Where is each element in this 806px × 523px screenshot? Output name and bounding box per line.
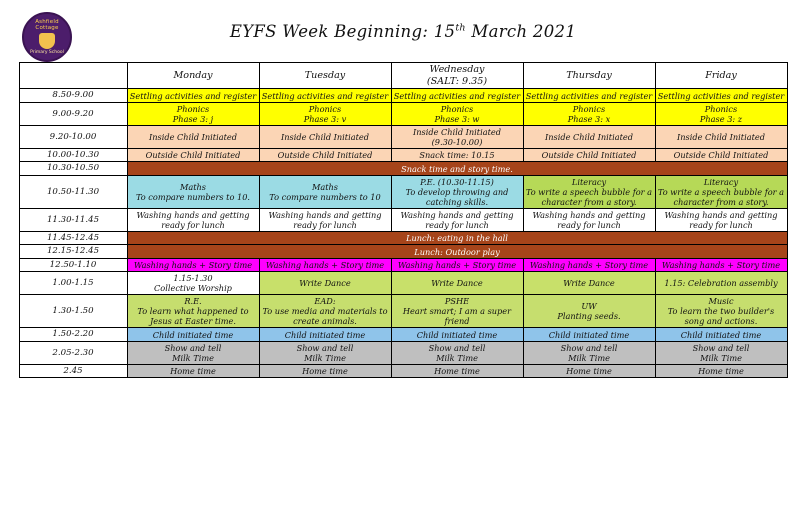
logo-bottom-text: Primary School	[30, 49, 64, 55]
activity-cell: Maths To compare numbers to 10.	[127, 175, 259, 208]
activity-cell: Home time	[127, 364, 259, 377]
activity-cell: Washing hands and getting ready for lunch	[391, 208, 523, 231]
activity-cell: Settling activities and register	[127, 89, 259, 102]
page-title-rest: March 2021	[465, 22, 577, 41]
activity-cell: R.E. To learn what happened to Jesus at Easter time.	[127, 295, 259, 328]
activity-cell: Inside Child Initiated	[259, 125, 391, 148]
activity-cell: Show and tell Milk Time	[523, 341, 655, 364]
activity-cell: Write Dance	[391, 272, 523, 295]
day-header-row	[19, 63, 787, 89]
header-corner-cell	[19, 63, 127, 89]
activity-cell: Literacy To write a speech bubble for a character from a story.	[523, 175, 655, 208]
school-crest-logo	[22, 12, 72, 62]
table-row	[19, 89, 787, 102]
activity-cell: Washing hands + Story time	[259, 258, 391, 271]
activity-cell: Home time	[259, 364, 391, 377]
activity-cell: Inside Child Initiated	[655, 125, 787, 148]
activity-cell: Settling activities and register	[655, 89, 787, 102]
activity-cell: Show and tell Milk Time	[127, 341, 259, 364]
activity-cell: Home time	[523, 364, 655, 377]
activity-cell: Phonics Phase 3: j	[127, 102, 259, 125]
activity-cell: Literacy To write a speech bubble for a character from a story.	[655, 175, 787, 208]
timetable-body	[19, 89, 787, 378]
activity-cell: Inside Child Initiated	[127, 125, 259, 148]
day-header-thursday: Thursday	[523, 63, 655, 89]
time-slot-cell: 1.00-1.15	[19, 272, 127, 295]
full-width-activity-cell: Lunch: eating in the hall	[127, 231, 787, 244]
time-slot-cell: 9.20-10.00	[19, 125, 127, 148]
activity-cell: Settling activities and register	[391, 89, 523, 102]
table-row	[19, 231, 787, 244]
day-header-wednesday: Wednesday (SALT: 9.35)	[391, 63, 523, 89]
day-header-tuesday: Tuesday	[259, 63, 391, 89]
time-slot-cell: 10.30-10.50	[19, 162, 127, 175]
time-slot-cell: 2.05-2.30	[19, 341, 127, 364]
activity-cell: Inside Child Initiated (9.30-10.00)	[391, 125, 523, 148]
activity-cell: Washing hands + Story time	[127, 258, 259, 271]
activity-cell: P.E. (10.30-11.15) To develop throwing and catching skills.	[391, 175, 523, 208]
activity-cell: 1.15-1.30 Collective Worship	[127, 272, 259, 295]
day-header-friday: Friday	[655, 63, 787, 89]
full-width-activity-cell: Snack time and story time.	[127, 162, 787, 175]
time-slot-cell: 1.30-1.50	[19, 295, 127, 328]
time-slot-cell: 12.50-1.10	[19, 258, 127, 271]
activity-cell: UW Planting seeds.	[523, 295, 655, 328]
activity-cell: Phonics Phase 3: x	[523, 102, 655, 125]
activity-cell: Washing hands + Story time	[655, 258, 787, 271]
activity-cell: Child initiated time	[655, 328, 787, 341]
page-header	[0, 0, 806, 62]
activity-cell: Show and tell Milk Time	[391, 341, 523, 364]
activity-cell: Phonics Phase 3: v	[259, 102, 391, 125]
weekly-timetable	[19, 62, 788, 378]
activity-cell: Outside Child Initiated	[259, 148, 391, 161]
time-slot-cell: 11.45-12.45	[19, 231, 127, 244]
logo-top-text: Ashfield Cottage	[35, 19, 59, 32]
table-row	[19, 272, 787, 295]
crest-shape	[39, 33, 55, 49]
activity-cell: Washing hands and getting ready for lunch	[655, 208, 787, 231]
activity-cell: Inside Child Initiated	[523, 125, 655, 148]
activity-cell: Write Dance	[259, 272, 391, 295]
activity-cell: Write Dance	[523, 272, 655, 295]
table-row	[19, 148, 787, 161]
page-title-main: EYFS Week Beginning: 15	[229, 22, 456, 41]
table-row	[19, 364, 787, 377]
activity-cell: Washing hands and getting ready for lunch	[259, 208, 391, 231]
activity-cell: Music To learn the two builder's song and actions.	[655, 295, 787, 328]
time-slot-cell: 10.50-11.30	[19, 175, 127, 208]
table-row	[19, 125, 787, 148]
activity-cell: Home time	[391, 364, 523, 377]
activity-cell: Washing hands and getting ready for lunch	[127, 208, 259, 231]
activity-cell: Maths To compare numbers to 10	[259, 175, 391, 208]
activity-cell: Outside Child Initiated	[127, 148, 259, 161]
table-row	[19, 102, 787, 125]
activity-cell: Phonics Phase 3: z	[655, 102, 787, 125]
table-row	[19, 245, 787, 258]
table-row	[19, 295, 787, 328]
activity-cell: EAD: To use media and materials to create animals.	[259, 295, 391, 328]
table-row	[19, 258, 787, 271]
activity-cell: Settling activities and register	[259, 89, 391, 102]
activity-cell: Child initiated time	[391, 328, 523, 341]
timetable-head	[19, 63, 787, 89]
table-row	[19, 328, 787, 341]
activity-cell: Child initiated time	[127, 328, 259, 341]
table-row	[19, 175, 787, 208]
activity-cell: 1.15: Celebration assembly	[655, 272, 787, 295]
time-slot-cell: 11.30-11.45	[19, 208, 127, 231]
activity-cell: Outside Child Initiated	[523, 148, 655, 161]
activity-cell: PSHE Heart smart; I am a super friend	[391, 295, 523, 328]
table-row	[19, 341, 787, 364]
table-row	[19, 162, 787, 175]
activity-cell: Show and tell Milk Time	[259, 341, 391, 364]
activity-cell: Outside Child Initiated	[655, 148, 787, 161]
time-slot-cell: 8.50-9.00	[19, 89, 127, 102]
activity-cell: Washing hands + Story time	[391, 258, 523, 271]
activity-cell: Phonics Phase 3: w	[391, 102, 523, 125]
page-title	[0, 0, 806, 41]
activity-cell: Snack time: 10.15	[391, 148, 523, 161]
full-width-activity-cell: Lunch: Outdoor play	[127, 245, 787, 258]
time-slot-cell: 12.15-12.45	[19, 245, 127, 258]
page-title-ordinal: th	[455, 22, 466, 34]
activity-cell: Show and tell Milk Time	[655, 341, 787, 364]
time-slot-cell: 10.00-10.30	[19, 148, 127, 161]
table-row	[19, 208, 787, 231]
activity-cell: Washing hands + Story time	[523, 258, 655, 271]
activity-cell: Home time	[655, 364, 787, 377]
activity-cell: Washing hands and getting ready for lunch	[523, 208, 655, 231]
activity-cell: Child initiated time	[259, 328, 391, 341]
activity-cell: Child initiated time	[523, 328, 655, 341]
activity-cell: Settling activities and register	[523, 89, 655, 102]
time-slot-cell: 2.45	[19, 364, 127, 377]
day-header-monday: Monday	[127, 63, 259, 89]
time-slot-cell: 9.00-9.20	[19, 102, 127, 125]
time-slot-cell: 1.50-2.20	[19, 328, 127, 341]
